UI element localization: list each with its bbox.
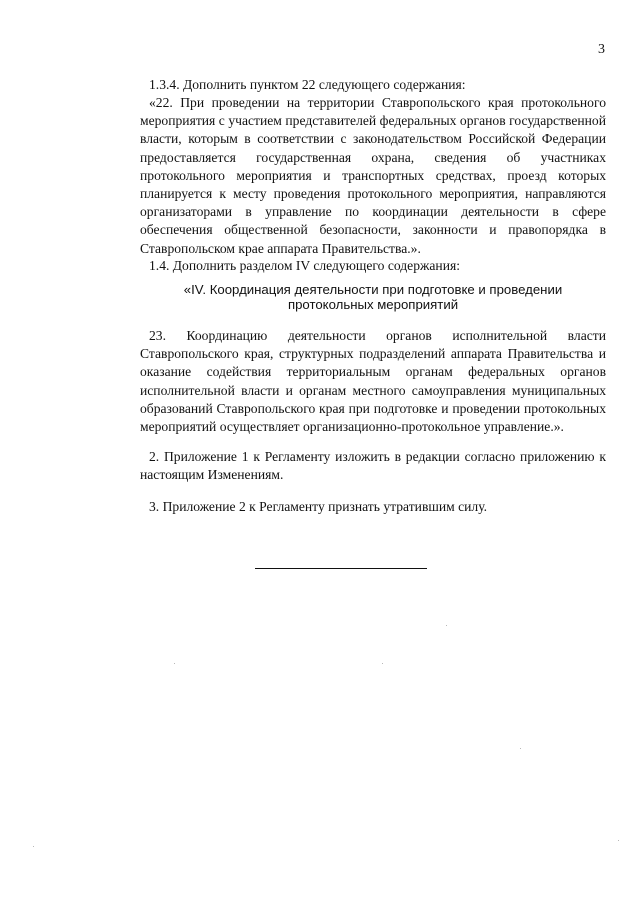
scan-speck — [174, 663, 175, 664]
paragraph-23-text: 23. Координацию деятельности органов исполнительной власти Ставропольского края, структурных подразделений аппарата Правительства и оказание содействия территориальным органам федеральных органов исполнительной власти и органам местного самоуправления муниципальных образований Ставропольского края при подготовке и проведении протокольных мероприятий осуществляет организационно-протокольное управление.». — [140, 328, 606, 435]
scan-speck — [33, 846, 34, 847]
end-separator-line — [255, 568, 427, 569]
paragraph-2 — [140, 448, 606, 484]
scan-speck — [382, 663, 383, 664]
paragraph-22-text: «22. При проведении на территории Ставропольского края протокольного мероприятия с участием представителей федеральных органов государственной власти, которым в соответствии с законодательством Российской Федерации предоставляется государственная охрана, сведения об участниках протокольного мероприятия и транспортных средствах, проезд которых планируется к месту проведения протокольного мероприятия, направляются организаторами в управление по координации деятельности в сфере обеспечения общественной безопасности, законности и правопорядка в Ставропольском крае аппарата Правительства.». — [140, 95, 606, 256]
page-number: 3 — [598, 42, 605, 57]
paragraph-2-text: 2. Приложение 1 к Регламенту изложить в редакции согласно приложению к настоящим Изменениям. — [140, 449, 606, 483]
paragraph-3-text: 3. Приложение 2 к Регламенту признать утратившим силу. — [149, 499, 488, 514]
section-iv-heading — [140, 283, 606, 312]
section-iv-heading-line-1: «IV. Координация деятельности при подготовке и проведении — [183, 282, 563, 297]
paragraph-1-3-4 — [140, 76, 606, 94]
paragraph-22 — [140, 94, 606, 258]
paragraph-23 — [140, 327, 606, 436]
paragraph-1-4-text: 1.4. Дополнить разделом IV следующего содержания: — [149, 258, 461, 273]
scan-speck — [520, 748, 521, 749]
paragraph-1-4 — [140, 257, 606, 275]
scan-speck — [618, 840, 619, 841]
paragraph-1-3-4-text: 1.3.4. Дополнить пунктом 22 следующего содержания: — [149, 77, 466, 92]
section-iv-heading-line-2: протокольных мероприятий — [287, 296, 459, 312]
scan-speck — [446, 625, 447, 626]
paragraph-3 — [140, 498, 606, 516]
